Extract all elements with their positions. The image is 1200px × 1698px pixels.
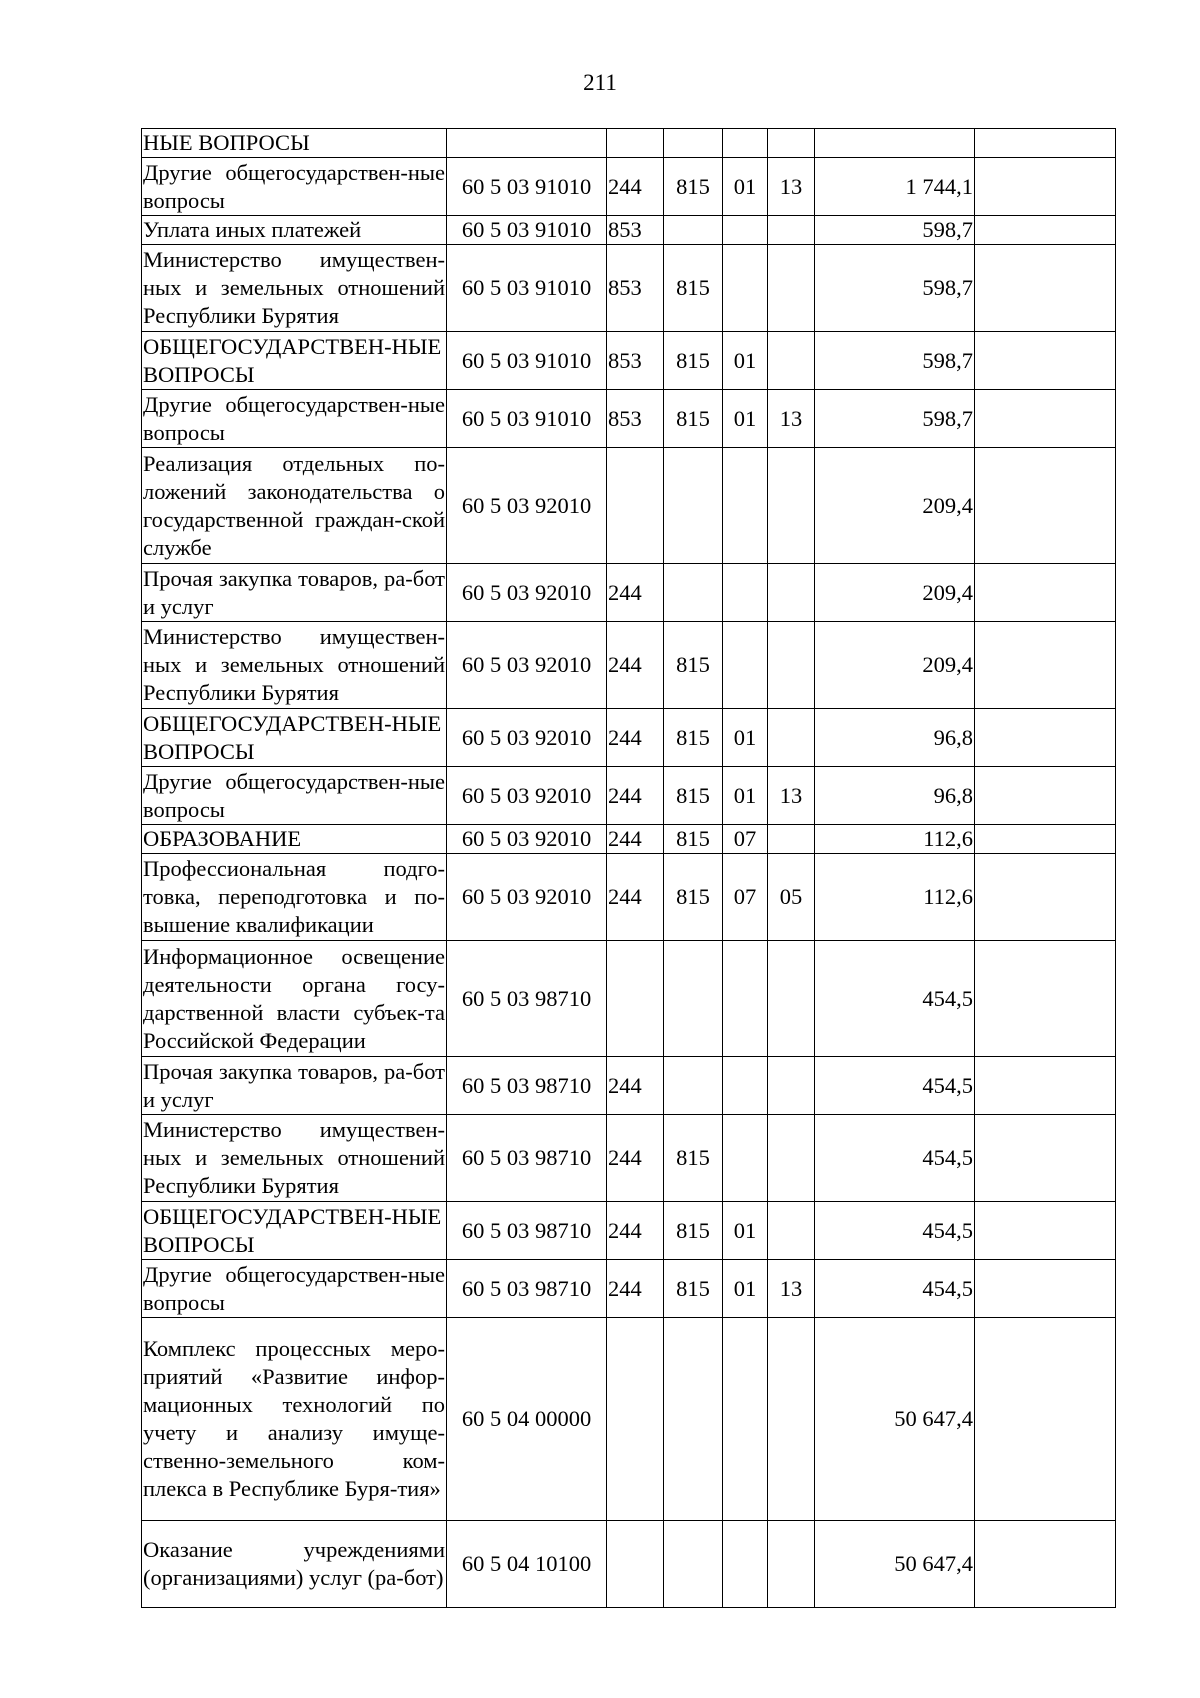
row-amount: 454,5 <box>815 1115 975 1202</box>
row-department-code: 815 <box>664 709 723 767</box>
row-program-code: 60 5 03 91010 <box>447 245 607 332</box>
row-name: Уплата иных платежей <box>142 216 447 245</box>
row-expense-type: 244 <box>607 709 664 767</box>
row-program-code: 60 5 03 98710 <box>447 1115 607 1202</box>
row-subsection: 05 <box>768 854 815 941</box>
row-name: Профессиональная подго-товка, переподготовка и по-вышение квалификации <box>142 854 447 941</box>
row-subsection <box>768 129 815 158</box>
row-section: 01 <box>723 1260 768 1318</box>
row-program-code: 60 5 04 10100 <box>447 1521 607 1608</box>
row-subsection: 13 <box>768 767 815 825</box>
row-name: Прочая закупка товаров, ра-бот и услуг <box>142 564 447 622</box>
table-row <box>142 390 1116 448</box>
budget-table <box>141 128 1116 1608</box>
row-amount: 50 647,4 <box>815 1318 975 1521</box>
row-name: Информационное освещение деятельности органа госу-дарственной власти субъек-та Российской Федерации <box>142 941 447 1057</box>
row-expense-type <box>607 129 664 158</box>
row-section <box>723 941 768 1057</box>
row-amount: 209,4 <box>815 448 975 564</box>
table-row <box>142 709 1116 767</box>
row-program-code: 60 5 03 92010 <box>447 854 607 941</box>
table-row <box>142 1057 1116 1115</box>
row-section: 01 <box>723 709 768 767</box>
row-subsection <box>768 1202 815 1260</box>
row-expense-type: 853 <box>607 216 664 245</box>
row-subsection <box>768 332 815 390</box>
row-extra <box>975 390 1116 448</box>
row-amount: 454,5 <box>815 1202 975 1260</box>
row-name: Реализация отдельных по-ложений законодательства о государственной граждан-ской службе <box>142 448 447 564</box>
row-section: 01 <box>723 767 768 825</box>
row-subsection: 13 <box>768 158 815 216</box>
row-amount: 598,7 <box>815 390 975 448</box>
row-extra <box>975 1521 1116 1608</box>
row-amount: 209,4 <box>815 564 975 622</box>
row-program-code: 60 5 03 92010 <box>447 448 607 564</box>
row-section: 07 <box>723 854 768 941</box>
row-section <box>723 1318 768 1521</box>
row-extra <box>975 332 1116 390</box>
row-program-code: 60 5 03 98710 <box>447 941 607 1057</box>
row-subsection <box>768 622 815 709</box>
row-amount: 454,5 <box>815 941 975 1057</box>
table-row <box>142 1521 1116 1608</box>
row-extra <box>975 1057 1116 1115</box>
row-program-code: 60 5 03 92010 <box>447 564 607 622</box>
row-expense-type: 244 <box>607 1202 664 1260</box>
row-name: ОБРАЗОВАНИЕ <box>142 825 447 854</box>
row-expense-type: 853 <box>607 245 664 332</box>
table-row <box>142 1202 1116 1260</box>
row-name: Другие общегосударствен-ные вопросы <box>142 767 447 825</box>
row-extra <box>975 854 1116 941</box>
row-department-code: 815 <box>664 854 723 941</box>
row-department-code: 815 <box>664 825 723 854</box>
row-section <box>723 622 768 709</box>
row-department-code <box>664 941 723 1057</box>
row-department-code: 815 <box>664 1260 723 1318</box>
row-program-code: 60 5 04 00000 <box>447 1318 607 1521</box>
row-department-code <box>664 564 723 622</box>
row-program-code <box>447 129 607 158</box>
table-row <box>142 1260 1116 1318</box>
row-department-code <box>664 129 723 158</box>
row-extra <box>975 941 1116 1057</box>
row-program-code: 60 5 03 98710 <box>447 1202 607 1260</box>
row-section: 01 <box>723 1202 768 1260</box>
row-program-code: 60 5 03 91010 <box>447 332 607 390</box>
row-department-code <box>664 448 723 564</box>
row-extra <box>975 448 1116 564</box>
row-expense-type: 853 <box>607 390 664 448</box>
table-row <box>142 129 1116 158</box>
row-section <box>723 564 768 622</box>
table-row <box>142 332 1116 390</box>
row-subsection <box>768 216 815 245</box>
row-expense-type: 244 <box>607 767 664 825</box>
table-row <box>142 622 1116 709</box>
table-row <box>142 1318 1116 1521</box>
table-row <box>142 854 1116 941</box>
row-extra <box>975 1260 1116 1318</box>
row-name: Другие общегосударствен-ные вопросы <box>142 158 447 216</box>
row-name: Министерство имуществен-ных и земельных отношений Республики Бурятия <box>142 245 447 332</box>
row-expense-type: 244 <box>607 564 664 622</box>
row-expense-type: 244 <box>607 1115 664 1202</box>
row-expense-type: 244 <box>607 825 664 854</box>
row-department-code: 815 <box>664 1115 723 1202</box>
row-department-code <box>664 1521 723 1608</box>
row-extra <box>975 158 1116 216</box>
row-extra <box>975 1318 1116 1521</box>
row-subsection <box>768 564 815 622</box>
row-department-code: 815 <box>664 158 723 216</box>
table-row <box>142 216 1116 245</box>
row-program-code: 60 5 03 92010 <box>447 767 607 825</box>
table-row <box>142 1115 1116 1202</box>
row-department-code <box>664 216 723 245</box>
row-expense-type <box>607 1521 664 1608</box>
row-subsection <box>768 825 815 854</box>
row-amount: 454,5 <box>815 1260 975 1318</box>
table-row <box>142 448 1116 564</box>
row-name: Министерство имуществен-ных и земельных отношений Республики Бурятия <box>142 1115 447 1202</box>
row-subsection: 13 <box>768 390 815 448</box>
row-name: Другие общегосударствен-ные вопросы <box>142 1260 447 1318</box>
row-subsection <box>768 245 815 332</box>
row-extra <box>975 767 1116 825</box>
row-subsection <box>768 1521 815 1608</box>
row-program-code: 60 5 03 91010 <box>447 158 607 216</box>
row-program-code: 60 5 03 98710 <box>447 1260 607 1318</box>
row-expense-type: 244 <box>607 158 664 216</box>
row-subsection <box>768 1318 815 1521</box>
row-department-code: 815 <box>664 767 723 825</box>
row-section <box>723 129 768 158</box>
row-program-code: 60 5 03 92010 <box>447 622 607 709</box>
row-section <box>723 216 768 245</box>
row-section: 07 <box>723 825 768 854</box>
row-section: 01 <box>723 332 768 390</box>
page-number: 211 <box>583 70 617 95</box>
row-department-code: 815 <box>664 622 723 709</box>
row-department-code: 815 <box>664 390 723 448</box>
row-department-code <box>664 1057 723 1115</box>
row-amount: 598,7 <box>815 332 975 390</box>
row-section <box>723 448 768 564</box>
row-amount: 598,7 <box>815 216 975 245</box>
row-subsection: 13 <box>768 1260 815 1318</box>
table-row <box>142 767 1116 825</box>
table-row <box>142 245 1116 332</box>
row-name: Министерство имуществен-ных и земельных отношений Республики Бурятия <box>142 622 447 709</box>
table-row <box>142 564 1116 622</box>
row-expense-type: 244 <box>607 854 664 941</box>
row-name: Другие общегосударствен-ные вопросы <box>142 390 447 448</box>
row-amount: 112,6 <box>815 825 975 854</box>
row-department-code: 815 <box>664 332 723 390</box>
row-amount: 96,8 <box>815 767 975 825</box>
row-extra <box>975 129 1116 158</box>
row-program-code: 60 5 03 92010 <box>447 709 607 767</box>
row-subsection <box>768 1057 815 1115</box>
row-amount: 454,5 <box>815 1057 975 1115</box>
row-amount: 112,6 <box>815 854 975 941</box>
row-expense-type: 244 <box>607 1057 664 1115</box>
row-expense-type: 853 <box>607 332 664 390</box>
row-expense-type: 244 <box>607 1260 664 1318</box>
table-row <box>142 941 1116 1057</box>
row-name: Оказание учреждениями (организациями) услуг (ра-бот) <box>142 1521 447 1608</box>
row-department-code: 815 <box>664 245 723 332</box>
row-subsection <box>768 448 815 564</box>
row-expense-type: 244 <box>607 622 664 709</box>
row-amount: 598,7 <box>815 245 975 332</box>
row-department-code: 815 <box>664 1202 723 1260</box>
row-extra <box>975 564 1116 622</box>
row-extra <box>975 1202 1116 1260</box>
row-extra <box>975 825 1116 854</box>
row-name: Комплекс процессных меро-приятий «Развитие инфор-мационных технологий по учету и анализу имуще-ственно-земельного ком-плекса в Республике Буря-тия» <box>142 1318 447 1521</box>
row-subsection <box>768 941 815 1057</box>
row-amount: 209,4 <box>815 622 975 709</box>
row-name: НЫЕ ВОПРОСЫ <box>142 129 447 158</box>
row-section <box>723 1115 768 1202</box>
row-amount: 1 744,1 <box>815 158 975 216</box>
row-subsection <box>768 709 815 767</box>
row-program-code: 60 5 03 92010 <box>447 825 607 854</box>
row-extra <box>975 1115 1116 1202</box>
row-expense-type <box>607 941 664 1057</box>
row-amount: 96,8 <box>815 709 975 767</box>
row-extra <box>975 709 1116 767</box>
row-amount: 50 647,4 <box>815 1521 975 1608</box>
row-amount <box>815 129 975 158</box>
row-extra <box>975 622 1116 709</box>
row-section <box>723 1521 768 1608</box>
row-section <box>723 1057 768 1115</box>
row-name: Прочая закупка товаров, ра-бот и услуг <box>142 1057 447 1115</box>
row-section: 01 <box>723 390 768 448</box>
row-section: 01 <box>723 158 768 216</box>
row-program-code: 60 5 03 91010 <box>447 390 607 448</box>
row-expense-type <box>607 1318 664 1521</box>
row-expense-type <box>607 448 664 564</box>
row-program-code: 60 5 03 98710 <box>447 1057 607 1115</box>
table-row <box>142 158 1116 216</box>
row-subsection <box>768 1115 815 1202</box>
row-name: ОБЩЕГОСУДАРСТВЕН-НЫЕ ВОПРОСЫ <box>142 332 447 390</box>
row-program-code: 60 5 03 91010 <box>447 216 607 245</box>
row-section <box>723 245 768 332</box>
table-body <box>142 129 1116 1608</box>
row-extra <box>975 245 1116 332</box>
table-row <box>142 825 1116 854</box>
row-department-code <box>664 1318 723 1521</box>
row-name: ОБЩЕГОСУДАРСТВЕН-НЫЕ ВОПРОСЫ <box>142 709 447 767</box>
row-name: ОБЩЕГОСУДАРСТВЕН-НЫЕ ВОПРОСЫ <box>142 1202 447 1260</box>
row-extra <box>975 216 1116 245</box>
